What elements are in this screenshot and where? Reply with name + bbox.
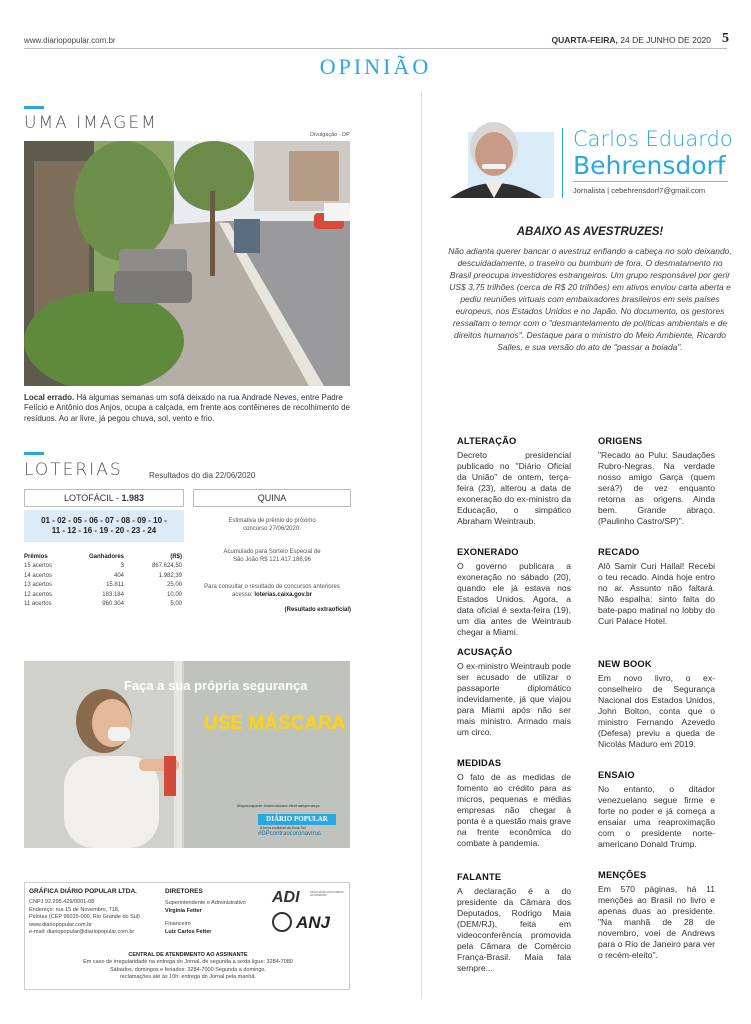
- note-text: Em 570 páginas, há 11 menções ao Brasil no livro e apenas duas ao presidente. "Na manhã de 28 de novembro, voei de Andrews para o Rio de Janeiro para ver o recém-eleito".: [598, 884, 715, 960]
- note-item: [598, 659, 715, 750]
- director-name: Virgínia Fetter: [165, 907, 202, 914]
- columnist-rule: [573, 181, 728, 182]
- note-title: ACUSAÇÃO: [457, 647, 513, 657]
- winners-cell: 960.304: [102, 600, 124, 607]
- adi-logo: ADI: [272, 889, 300, 906]
- director-role: Superintendente e Administrativo: [165, 900, 246, 906]
- note-text: A declaração é a do presidente da Câmara dos Deputados, Rodrigo Maia (DEM/RJ), feita em videoconferência promovida pela Câmara de Comércio França-Brasil. Maia fala sempre...: [457, 886, 571, 973]
- note-title: ENSAIO: [598, 770, 635, 780]
- prize-cell: 13 acertos: [24, 582, 53, 589]
- note-title: ALTERAÇÃO: [457, 436, 517, 446]
- prize-cell: 14 acertos: [24, 572, 53, 579]
- anj-emblem-icon: [272, 912, 292, 932]
- lottery-site-link[interactable]: loterias.caixa.gov.br: [254, 592, 312, 598]
- note-text: Decreto presidencial publicado no "Diário Oficial da União" de ontem, terça-feira (23), alterou a data de exoneração do ex-ministro da Educação, o simpático Abraham Weintraub.: [457, 450, 571, 526]
- service-line: reclamações até às 10h: entrega do Jornal pela manhã.: [119, 974, 257, 981]
- accent-bar: [24, 452, 44, 455]
- winners-cell: 404: [113, 572, 124, 579]
- column-divider: [421, 92, 422, 998]
- table-row: [24, 562, 184, 571]
- note-title: ORIGENS: [598, 436, 643, 446]
- note-text: No entanto, o ditador venezuelano segue firme e forte no poder e já começa a ensaiar uma reaproximação com o presidente norte-americano Donald Trump.: [598, 784, 715, 849]
- lotofacil-contest: 1.983: [121, 493, 145, 503]
- note-text: O ex-ministro Weintraub pode ser acusado de utilizar o passaporte diplomático indevidamente, já que viajou para Miami após não ser mais ministro. Armado mais um circo.: [457, 661, 571, 737]
- lotofacil-label: LOTOFÁCIL -: [63, 493, 122, 503]
- note-title: MENÇÕES: [598, 870, 647, 880]
- ad-slogan: USE MÁSCARA: [204, 713, 346, 734]
- note-text: "Recado ao Pulu: Saudações Rubro-Negras. Na verdade nosso amigo Garça (quem será?) de vez enquanto retorna as origens. Ainda bem. Grande abraço. (Paulinho Castro/SP)".: [598, 450, 715, 526]
- note-title: RECADO: [598, 547, 640, 557]
- columnist-info: Jornalista | cebehrensdorf7@gmail.com: [573, 186, 706, 195]
- value-cell: 1.982,39: [158, 572, 182, 579]
- ad-headline: Faça a sua própria segurança: [124, 678, 308, 693]
- quina-accumulated: [193, 548, 351, 564]
- subscriber-service: [25, 952, 351, 982]
- sofa-street-photo: [24, 141, 350, 386]
- caption-lead: Local errado.: [24, 393, 75, 402]
- columnist-last-name: Behrensdorf: [573, 151, 726, 180]
- anj-logo: ANJ: [296, 913, 331, 932]
- columnist-portrait: [446, 118, 554, 198]
- image-kicker: UMA IMAGEM: [24, 113, 158, 133]
- note-title: NEW BOOK: [598, 659, 652, 669]
- value-cell: 867.624,50: [151, 563, 182, 570]
- quina-consult: [193, 583, 351, 599]
- value-cell: 10,00: [166, 591, 182, 598]
- note-item: [598, 770, 715, 850]
- service-title: CENTRAL DE ATENDIMENTO AO ASSINANTE: [128, 952, 248, 958]
- lead-title: ABAIXO AS AVESTRUZES!: [516, 226, 664, 238]
- note-title: MEDIDAS: [457, 758, 502, 768]
- lottery-subtitle: Resultados do dia 22/06/2020: [149, 471, 256, 480]
- service-line: Sábados, domingos e feriados: 3284-7000 Segunda a domingo,: [110, 966, 266, 973]
- columnist-first-name: Carlos Eduardo: [573, 127, 733, 151]
- prize-cell: 12 acertos: [24, 591, 53, 598]
- ad-hashtags: #façasuaparte #usemáscara #tenhaesperança: [237, 803, 320, 808]
- table-row: [24, 572, 184, 581]
- note-title: EXONERADO: [457, 547, 519, 557]
- ad-campaign-hashtag: #DPcontraocoronavírus: [258, 831, 322, 837]
- quina-consult-line-2: [193, 591, 351, 599]
- columnist-divider: [562, 128, 563, 198]
- winners-cell: 3: [120, 563, 124, 570]
- note-item: [598, 547, 715, 627]
- company-site[interactable]: www.diariopopular.com.br: [29, 921, 92, 928]
- table-row: [24, 581, 184, 590]
- note-title: FALANTE: [457, 872, 502, 882]
- quina-estimate: [193, 517, 351, 533]
- note-item: [598, 436, 715, 527]
- table-row: [24, 591, 184, 600]
- winners-col-header: Ganhadores: [88, 554, 124, 560]
- prize-header-row: [24, 553, 184, 562]
- quina-accum-line-2: São João R$ 121.417.186,96: [232, 557, 312, 563]
- table-row: [24, 600, 184, 609]
- prize-col-header: Prêmios: [24, 554, 48, 560]
- prize-cell: 11 acertos: [24, 600, 52, 607]
- company-email[interactable]: e-mail: diariopopular@diariopopular.com.br: [29, 929, 135, 936]
- news-photo: [24, 141, 350, 386]
- note-item: [457, 547, 571, 638]
- note-item: [457, 647, 571, 738]
- accent-bar: [24, 106, 44, 109]
- weekday: QUARTA-FEIRA,: [551, 35, 618, 45]
- date: 24 DE JUNHO DE 2020: [620, 35, 711, 45]
- directors-list: [165, 900, 246, 936]
- quina-estimate-line-2: concurso 27/06/2020:: [243, 526, 301, 532]
- director-name: Luiz Carlos Fetter: [165, 928, 212, 935]
- lead-body: Não adianta querer bancar o avestruz enfiando a cabeça no solo deixando, descuidadamente, o traseiro ou bumbum de fora. O desmatamento no Brasil preocupa investidores estrangeiros. Um grupo responsável por gerir US$ 3,75 trilhões (cerca de R$ 20 trilhões) em ativos enviou carta aberta e pediu reuniões virtuais com embaixadores brasileiros em seis países europeus, nos Estados Unidos e no Japão. No documento, os gestores ressaltam o temor com o "desmantelamento de políticas ambientais e de direitos humanos". Destaque para o ministro do Meio Ambiente, Ricardo Salles, e sua versão do ato de "passar a boiada".: [448, 246, 732, 352]
- director-role: Financeiro: [165, 921, 191, 928]
- note-item: [457, 758, 571, 849]
- quina-estimate-line-1: Estimativa de prêmio do próximo: [228, 518, 316, 524]
- ad-brand-tagline: A força confiável da Zona Sul: [260, 826, 306, 830]
- note-item: [598, 870, 715, 961]
- quina-header: QUINA: [193, 489, 351, 507]
- adi-logo-subtitle: ASSOCIAÇÃO DOS DIÁRIOS DO INTERIOR: [310, 891, 344, 898]
- edition-date: [552, 35, 712, 45]
- note-item: [457, 436, 571, 527]
- photo-credit: Divulgação - DP: [310, 132, 350, 138]
- quina-consult-line-1: Para consultar o resultado de concursos anteriores: [204, 584, 340, 590]
- company-address-1: Endereço: rua 15 de Novembro, 718,: [29, 906, 120, 913]
- service-line: Em caso de irregularidade na entrega do Jornal, de segunda a sexta ligue: 3284-7080: [83, 959, 293, 966]
- note-item: [457, 872, 571, 974]
- lottery-kicker: LOTERIAS: [24, 460, 123, 480]
- prize-table: [24, 553, 184, 609]
- quina-consult-prefix: acesse:: [232, 592, 255, 598]
- site-url: www.diariopopular.com.br: [24, 36, 116, 45]
- winners-cell: 15.811: [106, 582, 124, 589]
- header-rule: [24, 48, 727, 49]
- mask-campaign-ad: [24, 661, 350, 848]
- directors-title: DIRETORES: [165, 888, 203, 895]
- photo-caption: [24, 393, 352, 424]
- masthead-box: [24, 882, 350, 990]
- value-cell: 5,00: [170, 600, 182, 607]
- ad-brand-logo: DIÁRIO POPULAR: [258, 814, 336, 825]
- company-name: GRÁFICA DIÁRIO POPULAR LTDA.: [29, 888, 137, 895]
- quina-accum-line-1: Acumulado para Sorteio Especial de: [223, 549, 321, 555]
- company-info: [29, 899, 140, 937]
- columnist-photo: [446, 118, 554, 198]
- lotofacil-numbers: [24, 510, 184, 542]
- note-text: O governo publicara a exoneração no sábado (20), quando ele já estava nos Estados Unidos. Agora, a data oficial é sexta-feira (19), um dia antes de Weintraub chegar a Miami.: [457, 561, 571, 637]
- prize-cell: 15 acertos: [24, 563, 53, 570]
- page-number: 5: [722, 31, 729, 46]
- company-address-2: Pelotas (CEP 96015-000, Rio Grande do Sul): [29, 914, 140, 921]
- result-note: (Resultado extraoficial): [284, 607, 351, 613]
- caption-text: Há algumas semanas um sofá deixado na rua Andrade Neves, entre Padre Felício e Antônio dos Anjos, ocupa a calçada, em frente aos contêineres de recolhimento de resíduos. Ao ar livre, já pegou chuva, sol, vento e frio.: [24, 393, 350, 423]
- note-text: Em novo livro, o ex-conselheiro de Segurança Nacional dos Estados Unidos, John Bolton, conta que o ministro Fernando Azevedo (Defesa) previu a queda de Nicolás Maduro em 2019.: [598, 673, 715, 749]
- note-text: Alô Samir Curi Hallal! Recebi o teu recado. Ainda hoje entro no ar. Assunto não faltará. Não espalha: sinto falta do bate-papo matinal no lobby do Curi Palace Hotel.: [598, 561, 715, 626]
- winners-cell: 183.184: [102, 591, 124, 598]
- lotofacil-header: [24, 489, 184, 507]
- note-text: O fato de as medidas de fomento ao crédito para as micros, pequenas e médias empresas não chegar à ponta é a questão mais grave na frente econômica do combate à pandemia.: [457, 772, 571, 848]
- lotofacil-numbers-line-1: 01 - 02 - 05 - 06 - 07 - 08 - 09 - 10 -: [41, 516, 167, 525]
- company-cnpj: CNPJ 92.295.429/0001-08: [29, 899, 95, 905]
- value-cell: 25,00: [166, 582, 182, 589]
- section-title: OPINIÃO: [319, 54, 432, 79]
- value-col-header: (R$): [170, 554, 182, 560]
- lotofacil-numbers-line-2: 11 - 12 - 16 - 19 - 20 - 23 - 24: [51, 526, 157, 535]
